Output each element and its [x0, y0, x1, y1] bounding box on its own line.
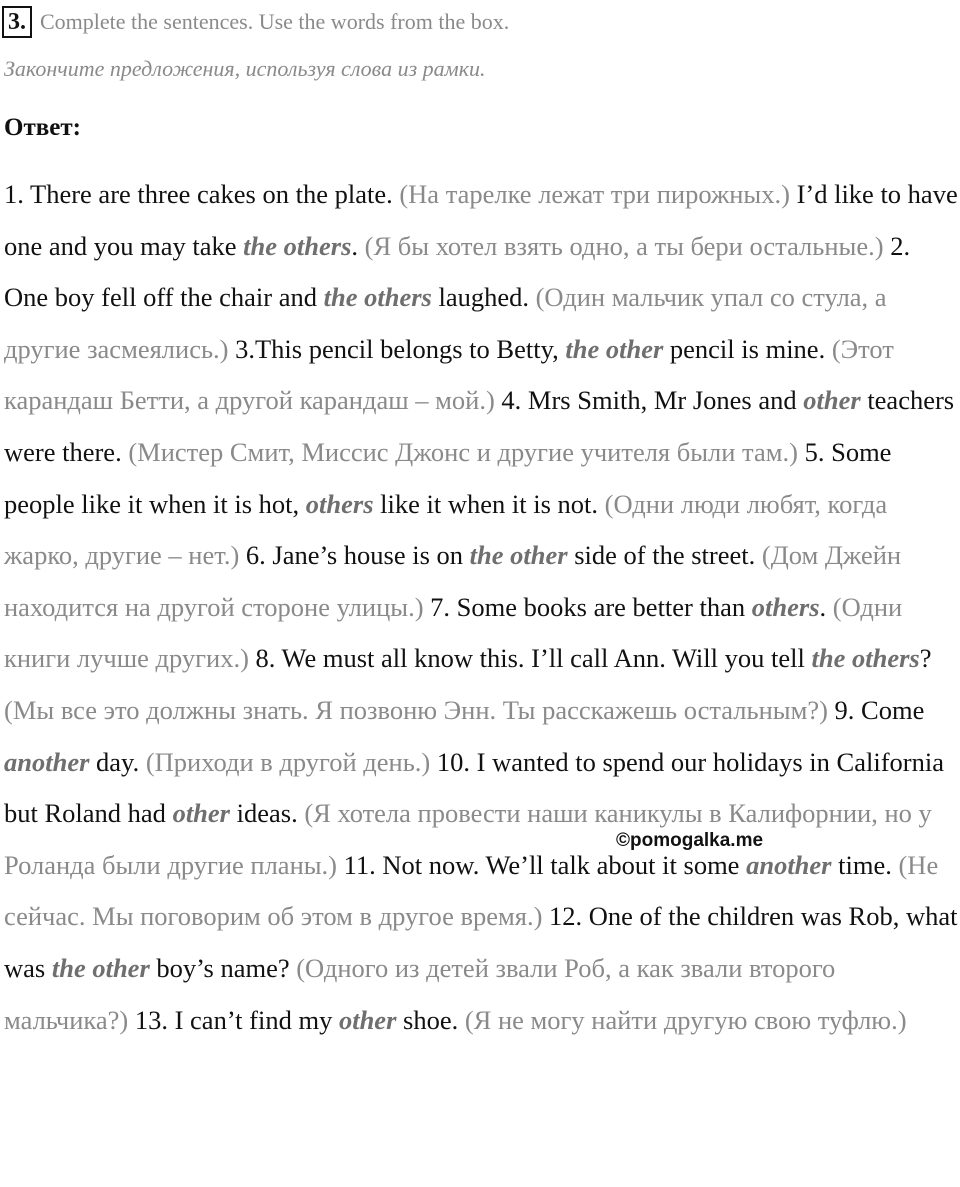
sentence-translation: (Одни книги лучше других.) [4, 591, 903, 674]
sentence-text: 3.This pencil belongs to Betty, [228, 333, 566, 364]
sentence-text: . [351, 230, 365, 261]
sentence-text: boy’s name? [149, 952, 297, 983]
sentence-text: 7. Some books are better than [423, 591, 752, 622]
sentence-text: shoe. [396, 1004, 465, 1035]
task-header [2, 4, 509, 40]
sentence-translation: (Я бы хотел взять одно, а ты бери остальные.) [364, 230, 884, 261]
answer-word: other [803, 385, 861, 416]
answer-word: others [305, 488, 374, 519]
sentence-text: ? [919, 643, 932, 674]
sentence-text: 2. One boy fell off the chair and [4, 230, 911, 313]
sentence-text: teachers were there. [4, 385, 955, 467]
answer-word: other [338, 1004, 397, 1035]
sentence-translation: (Я не могу найти другую свою туфлю.) [464, 1004, 907, 1035]
sentence-text: side of the street. [567, 540, 762, 571]
sentence-translation: (Один мальчик упал со стула, а другие засмеялись.) [4, 282, 887, 364]
answer-word: the other [51, 952, 150, 983]
answer-word: the other [469, 540, 568, 571]
answer-body [4, 169, 960, 1046]
sentence-1 [4, 179, 958, 261]
sentence-text: 5. Some people like it when it is hot, [4, 436, 892, 519]
sentence-text: 4. Mrs Smith, Mr Jones and [494, 385, 804, 416]
answer-word: another [4, 746, 90, 777]
watermark: ©pomogalka.me [616, 830, 764, 851]
sentence-translation: (Мистер Смит, Миссис Джонс и другие учителя были там.) [128, 436, 798, 467]
task-instruction-english: Complete the sentences. Use the words from the box. [40, 9, 510, 34]
sentence-text: 10. I wanted to spend our holidays in California but Roland had [4, 746, 944, 829]
sentence-translation: (Одни люди любят, когда жарко, другие – нет.) [4, 488, 888, 571]
answer-word: the others [323, 282, 432, 313]
sentence-text: 8. We must all know this. I’ll call Ann. Will you tell [248, 643, 812, 674]
sentence-translation: (Не сейчас. Мы поговорим об этом в другое время.) [4, 849, 939, 932]
sentence-text: laughed. [431, 282, 536, 313]
sentence-translation: (Дом Джейн находится на другой стороне улицы.) [4, 540, 902, 622]
sentence-text: 1. There are three cakes on the plate. [4, 179, 400, 209]
sentence-translation: (Я хотела провести наши каникулы в Калифорнии, но у Роланда были другие планы.) [4, 798, 932, 880]
sentence-text: 11. Not now. We’ll talk about it some [337, 849, 747, 880]
answer-word: other [172, 798, 230, 829]
sentence-text: pencil is mine. [663, 333, 832, 364]
task-instruction-russian: Закончите предложения, используя слова из рамки. [4, 56, 486, 81]
answer-word: another [746, 849, 832, 880]
sentence-text: like it when it is not. [373, 488, 605, 519]
sentence-text: 9. Come [827, 694, 925, 725]
sentence-translation: (На тарелке лежат три пирожных.) [399, 179, 790, 209]
answer-label: Ответ: [4, 114, 81, 141]
answer-word: the others [243, 230, 352, 261]
sentence-text: day. [89, 746, 146, 777]
sentence-translation: (Приходи в другой день.) [145, 746, 431, 777]
sentence-text: 13. I can’t find my [128, 1004, 339, 1035]
sentence-text: I’d like to have one and you may take [4, 179, 958, 261]
answer-word: the others [811, 643, 920, 674]
sentence-13 [128, 1005, 906, 1035]
sentence-translation: (Мы все это должны знать. Я позвоню Энн. Ты расскажешь остальным?) [4, 694, 828, 725]
answer-word: others [751, 591, 820, 622]
sentence-text: 12. One of the children was Rob, what was [4, 901, 958, 983]
sentence-translation: (Одного из детей звали Роб, а как звали второго мальчика?) [4, 952, 836, 1035]
answer-word: the other [565, 333, 664, 364]
task-number: 3. [2, 6, 32, 38]
sentence-text: 6. Jane’s house is on [239, 540, 470, 571]
sentence-translation: (Этот карандаш Бетти, а другой карандаш – мой.) [4, 333, 894, 416]
sentence-text: ideas. [230, 798, 305, 829]
sentence-text: . [819, 591, 833, 622]
sentence-text: time. [831, 849, 899, 880]
